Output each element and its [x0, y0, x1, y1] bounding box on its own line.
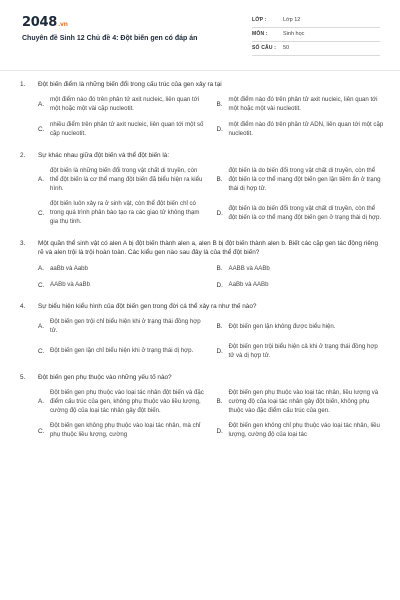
option-letter: D.: [216, 209, 223, 217]
option-letter: C.: [38, 281, 45, 289]
option-text: Đột biến gen lặn chỉ biểu hiện khi ở trạng thái dị hợp.: [50, 347, 194, 355]
meta-row-subject: [252, 28, 380, 42]
document-title: Chuyên đề Sinh 12 Chủ đề 4: Đột biến gen có đáp án: [22, 35, 198, 42]
option-letter: C.: [38, 209, 45, 217]
option-text: đột biến là do biến đổi trong vật chất di truyền, còn thể đột biến là cơ thể mang đột biến gen lặn tiềm ẩn ở trạng thái dị hợp tử.: [228, 166, 381, 192]
option-d[interactable]: [217, 343, 386, 361]
question-number: 5.: [20, 373, 26, 381]
meta-value: Sinh học: [283, 30, 305, 37]
meta-value: 50: [283, 44, 290, 51]
page-header: [0, 0, 400, 70]
option-letter: B.: [216, 265, 223, 273]
option-letter: B.: [216, 398, 223, 406]
option-text: Đột biến gen trội chỉ biểu hiện khi ở trạng thái đồng hợp tử.: [50, 318, 201, 335]
question-text: Sự khác nhau giữa đột biến và thể đột biến là:: [38, 151, 170, 159]
option-letter: A.: [38, 323, 45, 331]
question-1: [20, 80, 385, 139]
question-list: [20, 80, 385, 452]
meta-row-class: [252, 14, 380, 28]
option-c[interactable]: [38, 422, 207, 440]
header-divider: [0, 70, 400, 71]
option-letter: D.: [216, 427, 223, 435]
question-number: 2.: [20, 151, 26, 159]
option-text: một điểm nào đó trên phân tử axit nucleic, liên quan tới một hoặc một vài cặp nucleotit.: [50, 96, 199, 113]
option-letter: B.: [216, 101, 223, 109]
option-a[interactable]: [38, 264, 207, 273]
option-d[interactable]: [217, 200, 386, 226]
option-letter: D.: [216, 126, 223, 134]
option-text: aaBb và Aabb: [50, 264, 88, 272]
question-text: Đột biến gen phụ thuộc vào những yếu tố nào?: [38, 373, 172, 381]
option-b[interactable]: [217, 389, 386, 415]
option-letter: A.: [38, 265, 45, 273]
option-letter: D.: [216, 348, 223, 356]
option-letter: C.: [38, 126, 45, 134]
option-b[interactable]: [217, 167, 386, 193]
option-d[interactable]: [217, 422, 386, 440]
question-number: 4.: [20, 302, 26, 310]
question-5: [20, 373, 385, 440]
answer-options: [20, 167, 385, 227]
option-text: AaBb và AABb: [228, 280, 269, 288]
option-a[interactable]: [38, 318, 207, 336]
answer-options: [20, 318, 385, 360]
meta-value: Lớp 12: [283, 16, 301, 23]
option-text: Đột biến gen phụ thuộc vào loại tác nhân, liều lượng và cường độ của loại tác nhân gây đột biến, không phụ thuộc vào đặc điểm cấu trúc của gen.: [228, 388, 379, 414]
question-3: [20, 239, 385, 290]
option-a[interactable]: [38, 389, 207, 415]
option-c[interactable]: [38, 281, 207, 290]
logo-main: 2048: [22, 15, 57, 30]
question-stem: [20, 80, 385, 89]
option-text: đột biến là do biến đổi trong vật chất di truyền, còn thể đột biến là cơ thể mang đột biến gen ở trạng thái dị hợp.: [228, 204, 382, 221]
question-stem: [20, 239, 385, 258]
option-d[interactable]: [217, 281, 386, 290]
option-a[interactable]: [38, 167, 207, 193]
answer-options: [20, 389, 385, 440]
option-text: AABb và AaBb: [50, 280, 90, 288]
option-letter: B.: [216, 176, 223, 184]
option-text: Đột biến gen phụ thuộc vào loại tác nhân đột biến và đặc điểm cấu trúc của gen, không phụ thuộc vào liều lượng, cường độ của loại tác nhân gây đột biến.: [50, 388, 204, 414]
site-logo[interactable]: [22, 14, 68, 33]
option-text: đột biến luôn xảy ra ở sinh vật, còn thể đột biến chỉ có trong quá trình phân bào tạo ra các giao tử không thạm gia thụ tinh.: [50, 200, 200, 226]
option-c[interactable]: [38, 121, 207, 139]
meta-label: SỐ CÂU :: [252, 44, 277, 51]
logo-suffix: .vn: [57, 21, 68, 28]
question-stem: [20, 302, 385, 311]
option-letter: B.: [216, 323, 223, 331]
question-text: Đột biến điểm là những biến đổi trong cấu trúc của gen xảy ra tại: [38, 81, 222, 88]
question-number: 1.: [20, 81, 26, 88]
meta-label: LỚP :: [252, 16, 267, 23]
option-letter: A.: [38, 398, 45, 406]
question-number: 3.: [20, 239, 26, 247]
option-letter: C.: [38, 348, 45, 356]
option-letter: A.: [38, 101, 45, 109]
option-text: đột biến là những biến đổi trong vật chất di truyền, còn thể đột biến là cơ thể mang đột biến đã biểu hiện ra kiểu hình.: [50, 166, 203, 192]
answer-options: [20, 264, 385, 290]
option-c[interactable]: [38, 200, 207, 226]
option-text: Đột biến gen không chỉ phụ thuộc vào loại tác nhân, liều lượng, cường độ của loại tác: [228, 422, 380, 439]
option-letter: A.: [38, 176, 45, 184]
option-b[interactable]: [217, 96, 386, 114]
question-text: Sự biểu hiện kiểu hình của đột biến gen trong đời cá thể xảy ra như thế nào?: [38, 302, 257, 310]
meta-label: MÔN :: [252, 30, 268, 37]
meta-row-count: [252, 42, 380, 56]
option-text: một điểm nào đó trên phân tử ADN, liên quan tới một cặp nucleotit.: [228, 120, 384, 137]
option-b[interactable]: [217, 264, 386, 273]
option-text: Đột biến gen trội biểu hiện cả khi ở trạng thái đồng hợp tử và dị hợp tử.: [228, 342, 378, 359]
option-text: Đột biến gen lặn không được biểu hiện.: [228, 322, 336, 330]
meta-table: [252, 14, 380, 56]
option-c[interactable]: [38, 343, 207, 361]
option-text: một điểm nào đó trên phân tử axit nucleic, liên quan tới một hoặc một vài nucleotit.: [228, 96, 378, 113]
question-stem: [20, 151, 385, 160]
answer-options: [20, 96, 385, 138]
option-letter: D.: [216, 281, 223, 289]
question-text: Một quần thể sinh vật có alen A bị đột biến thành alen a, alen B bị đột biến thành alen b. Biết các cặp gen tác động riêng rẽ và alen trội là trội hoàn toàn. Các kiểu gen nào sau đây là của thể đột biến?: [38, 239, 379, 257]
question-2: [20, 151, 385, 227]
option-b[interactable]: [217, 318, 386, 336]
question-stem: [20, 373, 385, 382]
option-text: AABB và AABb: [228, 264, 270, 272]
option-d[interactable]: [217, 121, 386, 139]
option-text: nhiều điểm trên phân tử axit nucleic, liên quan tới một số cặp nucleotit.: [50, 120, 204, 137]
question-4: [20, 302, 385, 361]
option-letter: C.: [38, 427, 45, 435]
option-a[interactable]: [38, 96, 207, 114]
option-text: Đột biến gen không phụ thuộc vào loại tác nhân, mà chỉ phụ thuộc liều lượng, cường: [50, 422, 201, 439]
